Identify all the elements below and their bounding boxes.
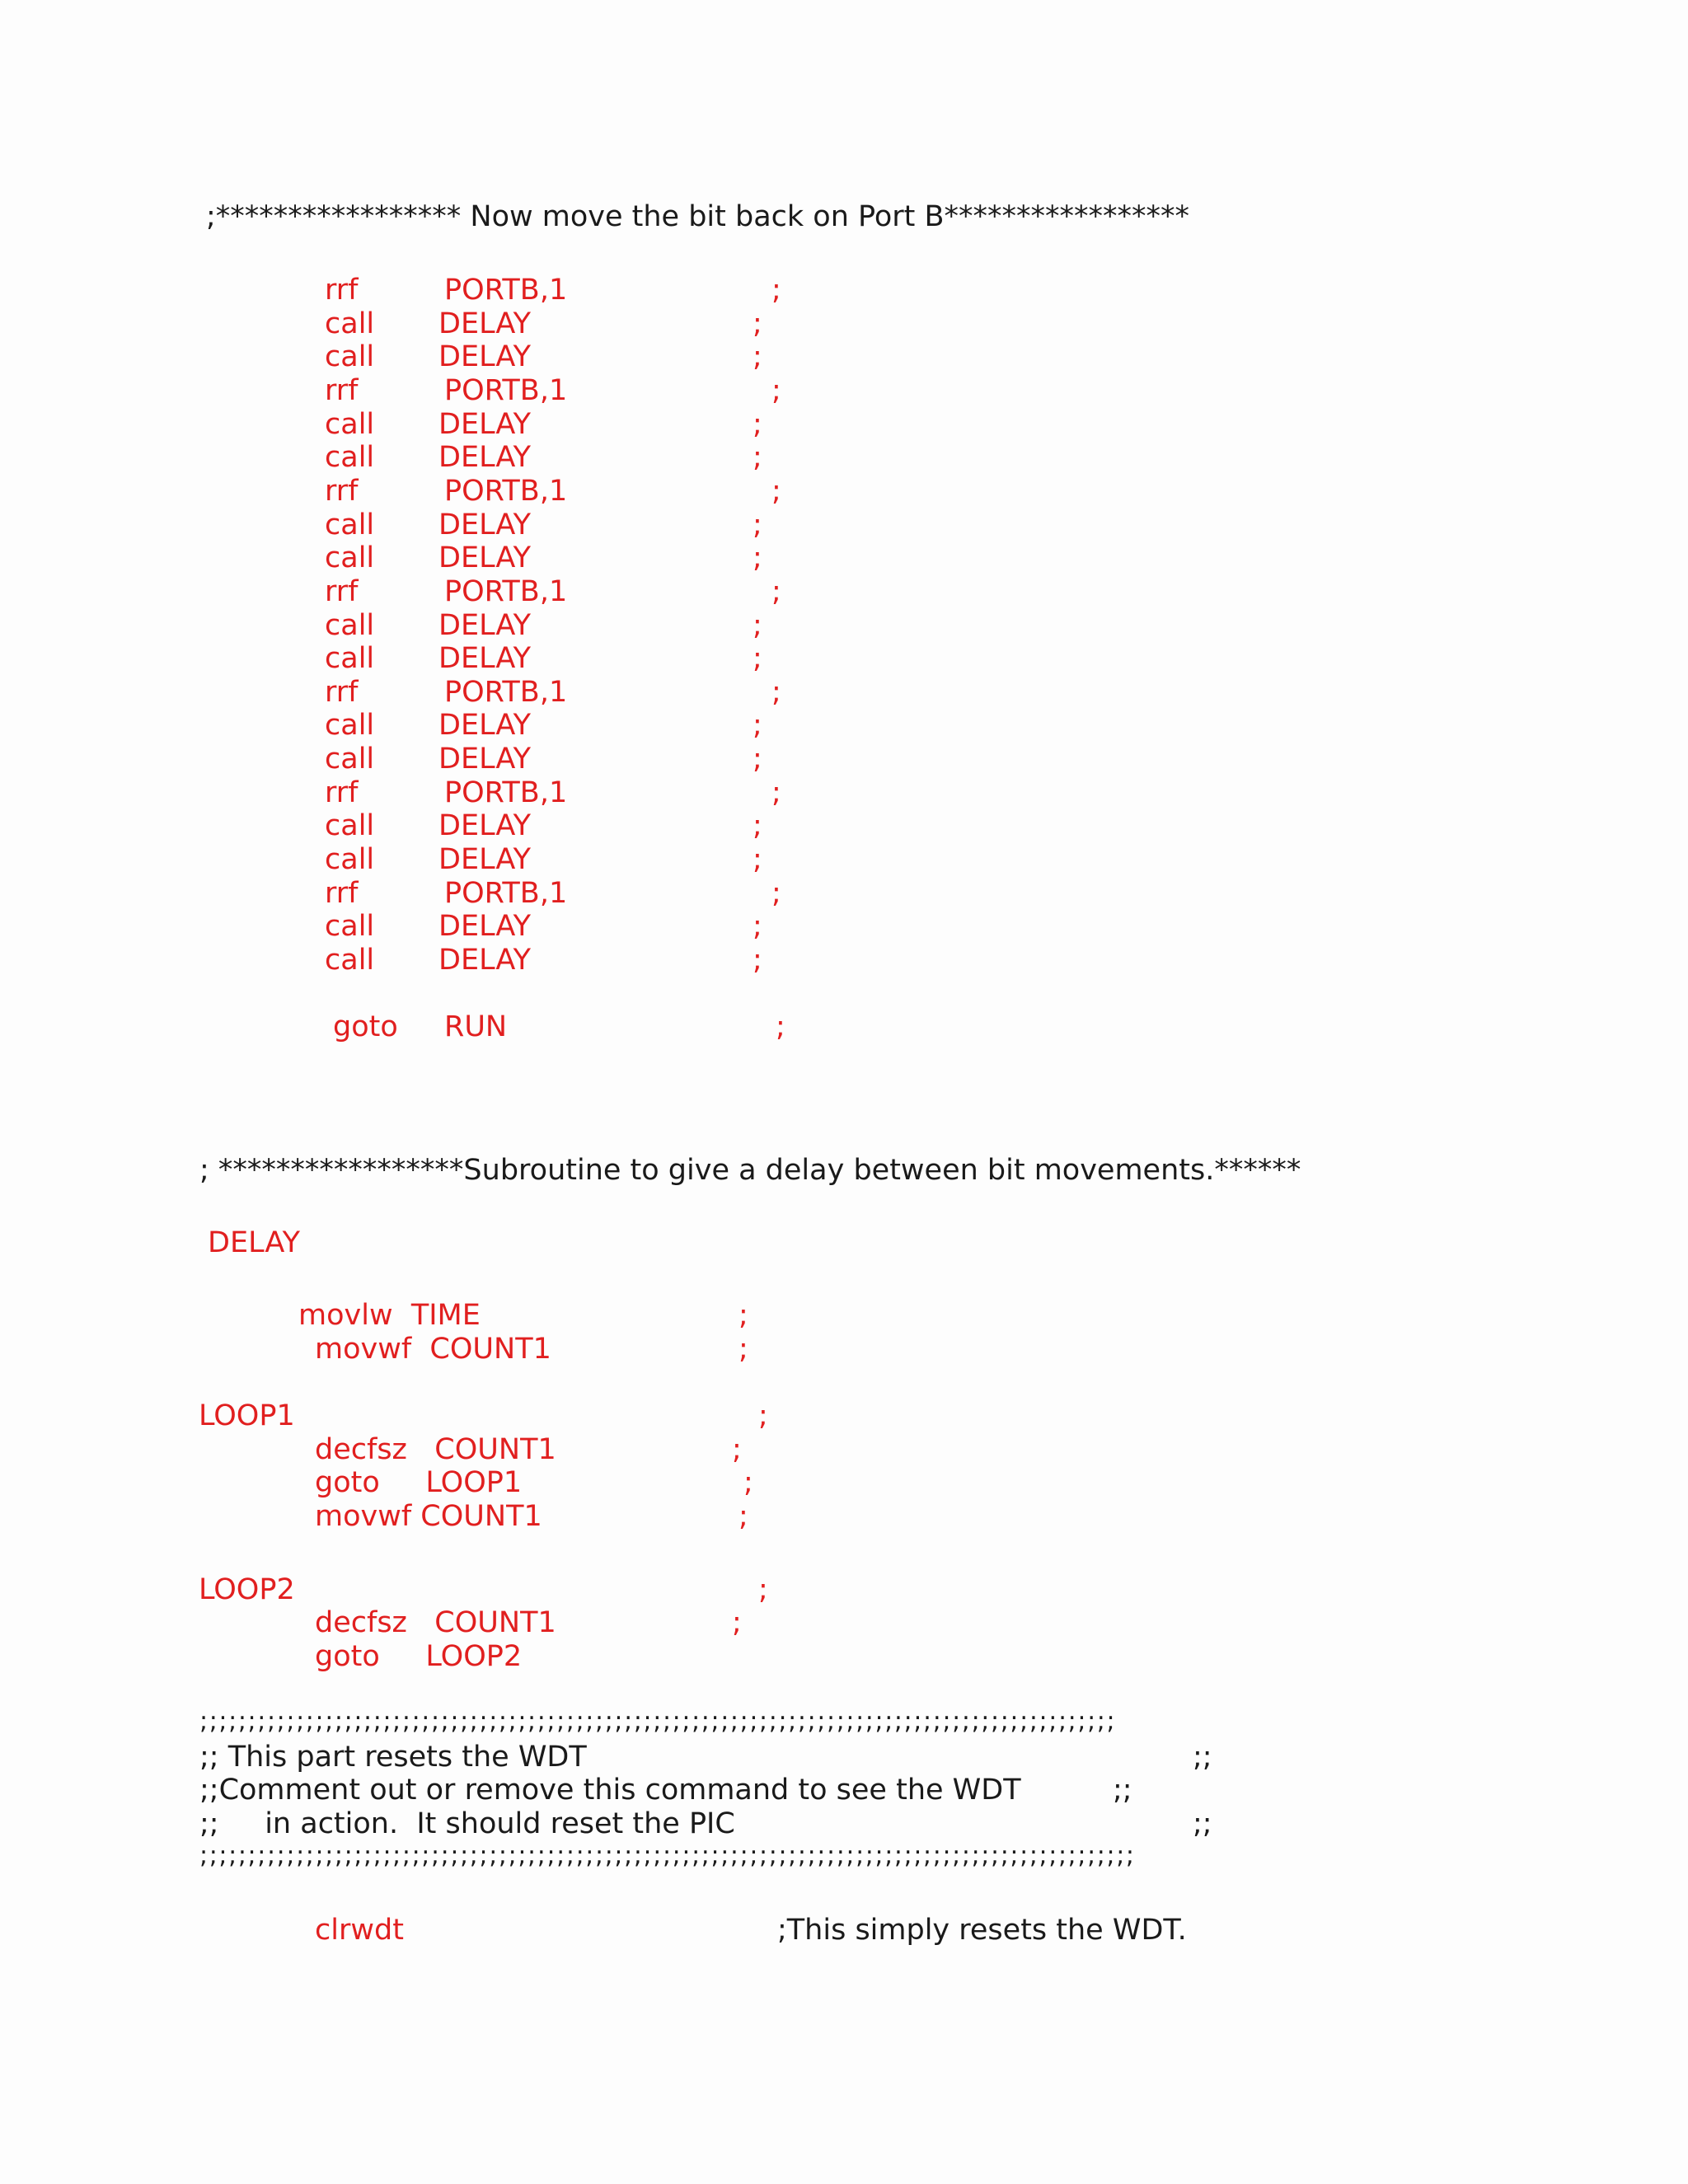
code-opcode: call xyxy=(325,307,375,340)
code-opcode: call xyxy=(325,441,375,474)
code-comment-mark: ; xyxy=(771,374,781,407)
loop1-decfsz: decfsz COUNT1 xyxy=(315,1433,556,1466)
goto-run-opcode: goto xyxy=(333,1010,398,1043)
code-comment-mark: ; xyxy=(753,809,762,842)
wdt-rule-top: ;;;;;;;;;;;;;;;;;;;;;;;;;;;;;;;;;;;;;;;;;;;;;;;;;;;;;;;;;;;;;;;;;;;;;;;;;;;;;;;;;;;;;;;;;;;;;;; xyxy=(199,1707,1117,1736)
loop2-decfsz: decfsz COUNT1 xyxy=(315,1606,556,1639)
loop1-movwf-comment-mark: ; xyxy=(738,1500,748,1533)
wdt-comment-line-3: ;; in action. It should reset the PIC xyxy=(199,1807,735,1840)
loop2-decfsz-comment-mark: ; xyxy=(732,1606,742,1639)
code-comment-mark: ; xyxy=(753,307,762,340)
code-operand: DELAY xyxy=(438,843,531,876)
loop1-label: LOOP1 xyxy=(199,1399,295,1432)
code-operand: DELAY xyxy=(438,809,531,842)
code-comment-mark: ; xyxy=(753,340,762,373)
code-opcode: call xyxy=(325,340,375,373)
code-opcode: call xyxy=(325,509,375,541)
wdt-comment-line-2: ;;Comment out or remove this command to see the WDT xyxy=(199,1774,1021,1807)
wdt-comment-line-1-end: ;; xyxy=(1193,1741,1212,1774)
code-comment-mark: ; xyxy=(753,408,762,441)
code-operand: DELAY xyxy=(438,441,531,474)
loop1-comment-mark: ; xyxy=(758,1399,768,1432)
goto-run-operand: RUN xyxy=(444,1010,508,1043)
code-comment-mark: ; xyxy=(771,776,781,809)
code-opcode: call xyxy=(325,809,375,842)
code-operand: PORTB,1 xyxy=(444,676,568,709)
delay-section-header: ; *****************Subroutine to give a delay between bit movements.****** xyxy=(199,1154,1301,1187)
code-operand: DELAY xyxy=(438,509,531,541)
movlw-line: movlw TIME xyxy=(298,1299,481,1332)
code-opcode: call xyxy=(325,541,375,574)
code-opcode: call xyxy=(325,642,375,675)
code-opcode: rrf xyxy=(325,374,359,407)
code-opcode: call xyxy=(325,408,375,441)
code-comment-mark: ; xyxy=(753,509,762,541)
code-operand: PORTB,1 xyxy=(444,575,568,608)
code-opcode: rrf xyxy=(325,676,359,709)
code-operand: DELAY xyxy=(438,340,531,373)
code-operand: PORTB,1 xyxy=(444,776,568,809)
code-comment-mark: ; xyxy=(753,609,762,642)
code-operand: PORTB,1 xyxy=(444,274,568,307)
loop1-decfsz-comment-mark: ; xyxy=(732,1433,742,1466)
wdt-rule-bottom: ;;;;;;;;;;;;;;;;;;;;;;;;;;;;;;;;;;;;;;;;;;;;;;;;;;;;;;;;;;;;;;;;;;;;;;;;;;;;;;;;;;;;;;;;;;;;;;;;; xyxy=(199,1841,1136,1870)
code-comment-mark: ; xyxy=(771,475,781,508)
loop2-goto: goto LOOP2 xyxy=(315,1640,523,1673)
loop1-goto-comment-mark: ; xyxy=(743,1466,753,1499)
code-operand: DELAY xyxy=(438,944,531,977)
code-opcode: rrf xyxy=(325,475,359,508)
wdt-comment-line-1: ;; This part resets the WDT xyxy=(199,1741,587,1774)
wdt-comment-line-3-end: ;; xyxy=(1193,1807,1212,1840)
code-comment-mark: ; xyxy=(753,843,762,876)
loop2-comment-mark: ; xyxy=(758,1573,768,1606)
movwf-line: movwf COUNT1 xyxy=(315,1333,551,1366)
code-opcode: rrf xyxy=(325,776,359,809)
loop2-label: LOOP2 xyxy=(199,1573,295,1606)
movwf-comment-mark: ; xyxy=(738,1333,748,1366)
code-comment-mark: ; xyxy=(771,575,781,608)
wdt-comment-line-2-end: ;; xyxy=(1113,1774,1132,1807)
code-opcode: call xyxy=(325,609,375,642)
code-operand: DELAY xyxy=(438,709,531,742)
code-comment-mark: ; xyxy=(771,676,781,709)
goto-run-comment-mark: ; xyxy=(776,1010,785,1043)
code-comment-mark: ; xyxy=(753,709,762,742)
code-comment-mark: ; xyxy=(753,910,762,943)
code-opcode: call xyxy=(325,843,375,876)
code-operand: DELAY xyxy=(438,541,531,574)
code-opcode: call xyxy=(325,709,375,742)
code-operand: PORTB,1 xyxy=(444,475,568,508)
delay-label: DELAY xyxy=(208,1226,300,1259)
code-comment-mark: ; xyxy=(771,877,781,910)
movlw-comment-mark: ; xyxy=(738,1299,748,1332)
code-comment-mark: ; xyxy=(753,944,762,977)
code-comment-mark: ; xyxy=(753,743,762,776)
code-operand: DELAY xyxy=(438,743,531,776)
code-operand: PORTB,1 xyxy=(444,877,568,910)
code-comment-mark: ; xyxy=(753,541,762,574)
clrwdt-instruction: clrwdt xyxy=(315,1914,404,1947)
code-comment-mark: ; xyxy=(753,642,762,675)
code-opcode: call xyxy=(325,743,375,776)
code-opcode: call xyxy=(325,944,375,977)
code-opcode: rrf xyxy=(325,274,359,307)
code-comment-mark: ; xyxy=(753,441,762,474)
code-opcode: rrf xyxy=(325,575,359,608)
code-operand: DELAY xyxy=(438,408,531,441)
loop1-goto: goto LOOP1 xyxy=(315,1466,523,1499)
code-operand: DELAY xyxy=(438,910,531,943)
port-b-section-header: ;***************** Now move the bit back on Port B***************** xyxy=(206,200,1190,233)
code-operand: DELAY xyxy=(438,642,531,675)
clrwdt-comment: ;This simply resets the WDT. xyxy=(777,1914,1187,1947)
code-operand: PORTB,1 xyxy=(444,374,568,407)
code-opcode: call xyxy=(325,910,375,943)
code-operand: DELAY xyxy=(438,307,531,340)
code-opcode: rrf xyxy=(325,877,359,910)
code-comment-mark: ; xyxy=(771,274,781,307)
loop1-movwf: movwf COUNT1 xyxy=(315,1500,542,1533)
code-operand: DELAY xyxy=(438,609,531,642)
